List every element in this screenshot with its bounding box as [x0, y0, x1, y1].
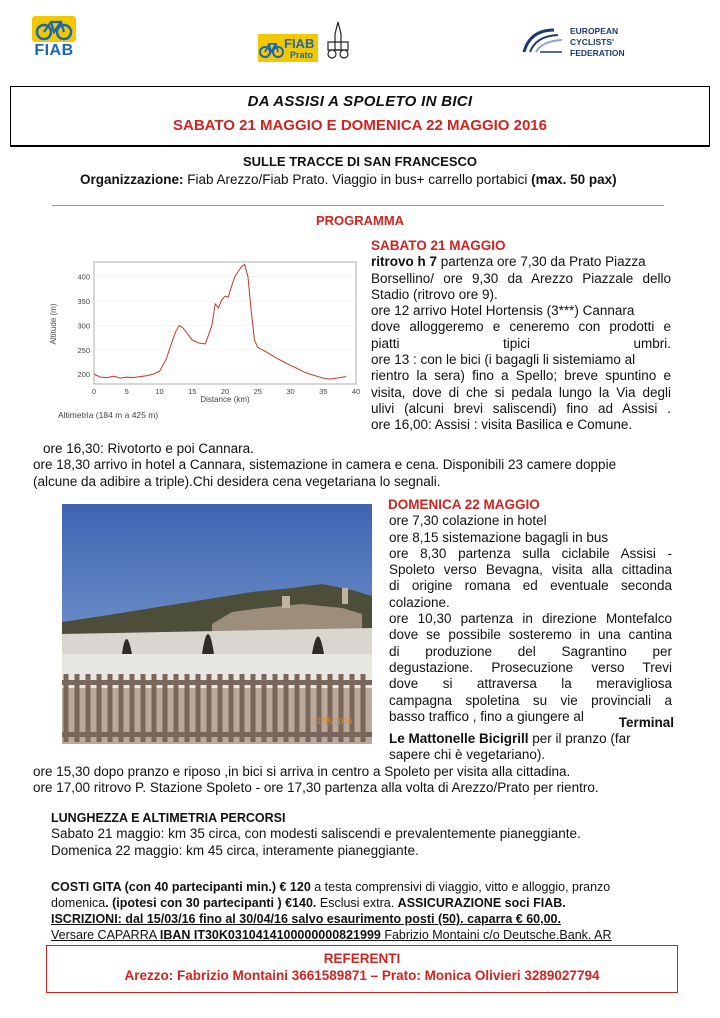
bicycle-icon: [32, 16, 76, 42]
lunghezza-heading: LUNGHEZZA E ALTIMETRIA PERCORSI: [51, 811, 286, 825]
costi-line2-bold2: ASSICURAZIONE soci FIAB.: [397, 896, 566, 910]
fiab-logo: [32, 16, 76, 60]
text-line: Spoleto verso Bevagna, visita alla cittadina: [389, 562, 672, 578]
saturday-full-line: ore 18,30 arrivo in hotel a Cannara, sistemazione in camera e cena. Disponibili 23 camere doppie: [33, 457, 617, 473]
lunghezza-line: Sabato 21 maggio: km 35 circa, con modesti saliscendi e prevalentemente pianeggiante.: [51, 826, 581, 842]
text-line: ore 8,30 partenza sulla ciclabile Assisi -: [389, 545, 672, 561]
saturday-evening: [33, 441, 693, 490]
x-tick-label: 0: [91, 387, 97, 396]
cathedral-cyclist-icon: [324, 20, 352, 60]
profile-xlabel: Distance (km): [200, 395, 250, 404]
text-line: di origine romana ed eventuale seconda: [389, 578, 672, 594]
text-line: dove se possibile sosteremo in una cantina: [389, 627, 672, 643]
ecf-logo: [520, 26, 625, 59]
versare-iban: IBAN IT30K0310414100000000821999: [159, 928, 381, 942]
bicycle-icon: [258, 34, 284, 62]
lunghezza-line: Domenica 22 maggio: km 45 circa, interamente pianeggiante.: [51, 842, 419, 858]
text-line: di produzione del Sagrantino per: [389, 643, 672, 659]
y-tick-label: 300: [77, 321, 90, 331]
fiab-prato-sub: Prato: [290, 50, 314, 60]
fiab-prato-text: FIAB: [284, 36, 315, 51]
sunday-terminal-line: [62, 715, 674, 731]
x-tick-label: 20: [220, 387, 230, 396]
text-line: rientro la sera) fino a Spello; breve spuntino e: [371, 368, 671, 384]
programma-heading: PROGRAMMA: [315, 213, 405, 228]
organization-label: Organizzazione:: [80, 172, 184, 187]
terminal-bold-1: Terminal: [618, 715, 674, 730]
ecf-emblem-icon: [520, 26, 566, 56]
text-line: ore 13 : con le bici (i bagagli li sistemiamo al: [371, 352, 636, 368]
sunday-heading: DOMENICA 22 MAGGIO: [388, 497, 540, 512]
y-tick-label: 250: [77, 345, 90, 355]
terminal-rest: per il pranzo (far: [528, 731, 631, 746]
sunday-full-line: ore 15,30 dopo pranzo e riposo ,in bici si arriva in centro a Spoleto per visita alla cittadina.: [33, 764, 571, 779]
assisi-photo: [62, 504, 372, 744]
organization-line: [80, 172, 617, 187]
y-tick-label: 200: [77, 370, 90, 380]
title-line-1: DA ASSISI A SPOLETO IN BICI: [247, 93, 473, 110]
saturday-block: [371, 238, 671, 434]
x-tick-label: 35: [319, 387, 328, 396]
plot-frame: [94, 262, 356, 384]
x-tick-label: 10: [155, 387, 164, 396]
photo-date-stamp: 22/05/2016: [312, 717, 353, 726]
text-line: Borsellino/ ore 9,30 da Arezzo Piazzale dello: [371, 270, 671, 286]
text-line: visita, dove di che si pedala lungo la Via degli: [371, 384, 671, 400]
text-line: Stadio (ritrovo ore 9).: [371, 286, 498, 302]
costi-line2-start: domenica: [51, 896, 106, 910]
terminal-lines: [389, 731, 679, 764]
text-line: ore 7,30 colazione in hotel: [389, 513, 547, 529]
profile-caption: Altimetria (184 m a 425 m): [58, 410, 159, 420]
text-line: ore 10,30 partenza in direzione Montefalco: [389, 611, 672, 627]
text-line: ore 8,15 sistemazione bagagli in bus: [389, 529, 609, 545]
y-tick-label: 400: [77, 272, 90, 282]
x-tick-label: 5: [124, 387, 129, 396]
terminal-bold-2: Le Mattonelle Bicigrill: [389, 731, 529, 746]
ecf-line-2: CYCLISTS': [570, 37, 615, 47]
costi-rest: a testa comprensivi di viaggio, vitto e alloggio, pranzo: [310, 880, 611, 894]
terminal-last: sapere chi è vegetariano).: [389, 747, 546, 763]
organization-max: (max. 50 pax): [531, 172, 617, 187]
elevation-profile: [44, 254, 364, 434]
iscrizioni-line: ISCRIZIONI: dal 15/03/16 fino al 30/04/16 salvo esaurimento posti (50). caparra € 60,00.: [51, 912, 561, 926]
fiab-logo-text: FIAB: [34, 42, 74, 59]
title-line-2: SABATO 21 MAGGIO E DOMENICA 22 MAGGIO 2016: [173, 117, 547, 134]
costi-line2-bold: . (ipotesi con 30 partecipanti ) €140.: [105, 896, 317, 910]
referenti-body: Arezzo: Fabrizio Montaini 3661589871 – Prato: Monica Olivieri 3289027794: [124, 968, 600, 983]
ecf-line-3: FEDERATION: [570, 48, 625, 58]
costi-line2-mid: Esclusi extra.: [316, 896, 398, 910]
saturday-meet-rest: partenza ore 7,30 da Prato Piazza: [437, 254, 646, 270]
costi-block: [51, 879, 691, 943]
x-tick-label: 30: [286, 387, 295, 396]
saturday-meet-bold: ritrovo h 7: [371, 254, 438, 270]
x-tick-label: 15: [188, 387, 197, 396]
profile-ylabel: Altitude (m): [49, 303, 58, 345]
divider: [52, 205, 664, 206]
title-box: [10, 86, 710, 147]
text-line: colazione.: [389, 594, 450, 610]
y-tick-label: 350: [77, 297, 90, 307]
referenti-box: [46, 945, 678, 993]
saturday-heading: SABATO 21 MAGGIO: [371, 238, 506, 253]
saturday-full-line: (alcune da adibire a triple).Chi desidera cena vegetariana lo segnali.: [33, 473, 441, 489]
lunghezza-block: [51, 810, 691, 859]
organization-text: Fiab Arezzo/Fiab Prato. Viaggio in bus+ carrello portabici: [183, 172, 532, 187]
x-tick-label: 40: [351, 387, 361, 396]
text-line: ulivi (alcuni brevi saliscendi) fino ad Assisi .: [371, 400, 671, 416]
text-line: dove si attraversa la meravigliosa: [389, 676, 672, 692]
subtitle: SULLE TRACCE DI SAN FRANCESCO: [242, 154, 477, 169]
fiab-prato-logo: [258, 34, 318, 62]
text-line: campagna spoletina su vie provinciali a: [389, 692, 672, 708]
sunday-full-line: ore 17,00 ritrovo P. Stazione Spoleto - ore 17,30 partenza alla volta di Arezzo/Prato per rientro.: [33, 780, 599, 796]
ecf-line-1: EUROPEAN: [570, 26, 619, 36]
referenti-title: REFERENTI: [323, 951, 401, 966]
saturday-full-line: ore 16,30: Rivotorto e poi Cannara.: [43, 441, 254, 456]
x-tick-label: 25: [253, 387, 262, 396]
text-line: ore 12 arrivo Hotel Hortensis (3***) Cannara: [371, 303, 635, 319]
versare-start: Versare CAPARRA: [51, 928, 160, 942]
costi-bold: COSTI GITA (con 40 partecipanti min.) € 120: [51, 880, 311, 894]
text-line: degustazione. Prosecuzione verso Trevi: [389, 659, 672, 675]
sunday-afternoon: [33, 764, 693, 797]
text-line: ore 16,00: Assisi : visita Basilica e Comune.: [371, 417, 633, 433]
versare-end: Fabrizio Montaini c/o Deutsche.Bank. AR: [380, 928, 612, 942]
text-line: basso traffico , fino a giungere al: [389, 708, 584, 724]
text-line: dove alloggeremo e ceneremo con prodotti e: [371, 319, 671, 335]
sunday-block: [389, 497, 672, 725]
text-line: piatti tipici umbri.: [371, 335, 671, 351]
